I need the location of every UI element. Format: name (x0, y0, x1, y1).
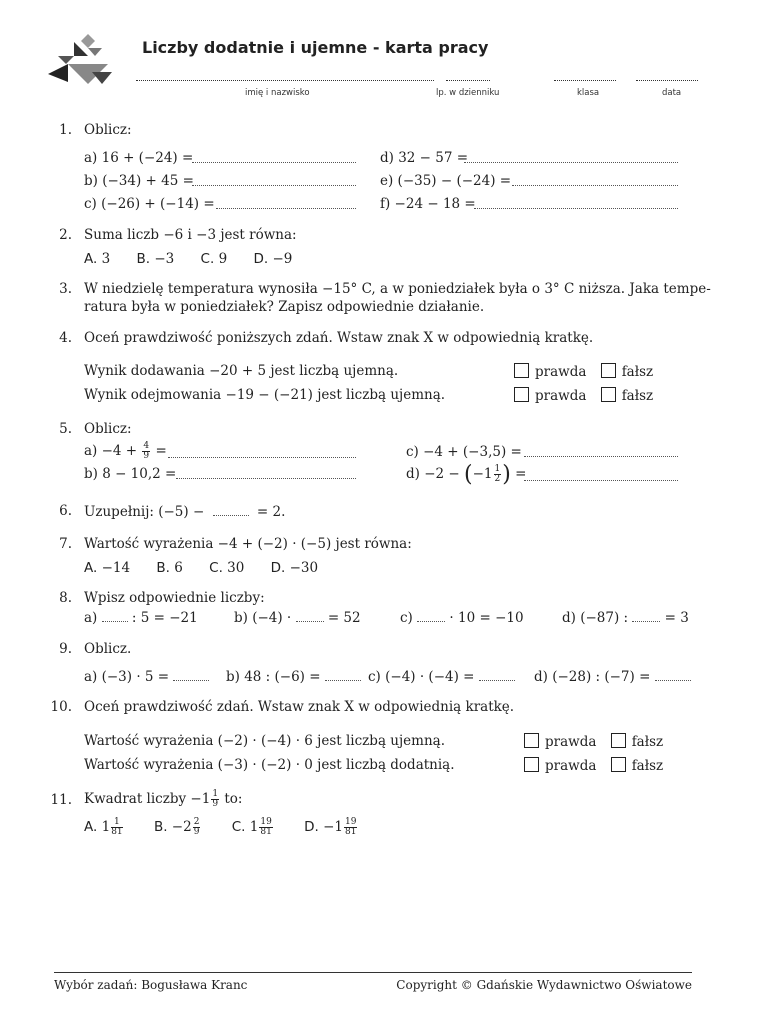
q1-c: c) (−26) + (−14) = (84, 196, 215, 212)
q8-a: a) : 5 = −21 (84, 610, 198, 626)
q11-text: Kwadrat liczby −1 $\frac{1}{9}$ to: (84, 789, 243, 809)
q3-number: 3. (59, 281, 72, 297)
q4-s1-options: prawda fałsz (514, 363, 653, 380)
q10-s1-options: prawda fałsz (524, 733, 663, 750)
q10-s1-false-checkbox[interactable] (611, 733, 626, 748)
q10-s2-true-checkbox[interactable] (524, 757, 539, 772)
q10-s2-options: prawda fałsz (524, 757, 663, 774)
q9-c: c) (−4) · (−4) = (368, 668, 515, 685)
q2-options: A. 3 B. −3 C. 9 D. −9 (84, 251, 293, 267)
q1-f-answer[interactable] (474, 196, 678, 209)
q9-a: a) (−3) · 5 = (84, 668, 209, 685)
q9-c-answer[interactable] (479, 668, 515, 681)
q4-number: 4. (59, 330, 72, 346)
q5-d-answer[interactable] (524, 468, 678, 481)
q2-text: Suma liczb −6 i −3 jest równa: (84, 227, 297, 243)
q5-b: b) 8 − 10,2 = (84, 466, 177, 482)
q1-f: f) −24 − 18 = (380, 196, 476, 212)
q2-number: 2. (59, 227, 72, 243)
q1-a-answer[interactable] (192, 150, 356, 163)
q1-d-answer[interactable] (464, 150, 678, 163)
q9-b: b) 48 : (−6) = (226, 668, 361, 685)
q1-e: e) (−35) − (−24) = (380, 173, 512, 189)
q5-b-answer[interactable] (176, 466, 356, 479)
q1-e-answer[interactable] (512, 173, 678, 186)
q5-text: Oblicz: (84, 421, 132, 437)
q1-a: a) 16 + (−24) = (84, 150, 194, 166)
q8-d: d) (−87) : = 3 (562, 610, 689, 626)
q5-a: a) −4 + $\frac{4}{9}$ = (84, 441, 167, 461)
q10-statement-1: Wartość wyrażenia (−2) · (−4) · 6 jest liczbą ujemną. (84, 733, 445, 749)
q9-b-answer[interactable] (325, 668, 361, 681)
q1-b: b) (−34) + 45 = (84, 173, 194, 189)
q8-c-answer[interactable] (417, 609, 445, 622)
q10-s2-false-checkbox[interactable] (611, 757, 626, 772)
q7-options: A. −14 B. 6 C. 30 D. −30 (84, 560, 319, 576)
q1-text: Oblicz: (84, 122, 132, 138)
q6-number: 6. (59, 503, 72, 519)
name-field-label: imię i nazwisko (245, 88, 310, 98)
q9-a-answer[interactable] (173, 668, 209, 681)
q10-text: Oceń prawdziwość zdań. Wstaw znak X w odpowiednią kratkę. (84, 699, 515, 715)
q10-statement-2: Wartość wyrażenia (−3) · (−2) · 0 jest liczbą dodatnią. (84, 757, 455, 773)
q4-statement-1: Wynik dodawania −20 + 5 jest liczbą ujemną. (84, 363, 399, 379)
q1-c-answer[interactable] (216, 196, 356, 209)
q4-s1-true-checkbox[interactable] (514, 363, 529, 378)
q5-c: c) −4 + (−3,5) = (406, 444, 522, 460)
q4-text: Oceń prawdziwość poniższych zdań. Wstaw znak X w odpowiednią kratkę. (84, 330, 594, 346)
q8-a-answer[interactable] (102, 609, 128, 622)
date-field-label: data (662, 88, 682, 98)
q6-text: Uzupełnij: (−5) − = 2. (84, 504, 286, 520)
class-field-label: klasa (577, 88, 600, 98)
q9-d-answer[interactable] (655, 668, 691, 681)
q7-text: Wartość wyrażenia −4 + (−2) · (−5) jest równa: (84, 536, 412, 552)
class-field[interactable] (554, 70, 616, 81)
q5-d: d) −2 − (−1 $\frac{1}{2}$ ) = (406, 462, 527, 487)
q10-number: 10. (50, 699, 72, 715)
q1-d: d) 32 − 57 = (380, 150, 469, 166)
footer-copyright: Copyright © Gdańskie Wydawnictwo Oświatowe (396, 978, 692, 992)
q9-text: Oblicz. (84, 641, 132, 657)
q8-b-answer[interactable] (296, 609, 324, 622)
q4-statement-2: Wynik odejmowania −19 − (−21) jest liczbą ujemną. (84, 387, 446, 403)
q4-s1-false-checkbox[interactable] (601, 363, 616, 378)
q1-number: 1. (59, 122, 72, 138)
lp-field-label: lp. w dzienniku (436, 88, 500, 98)
q11-options: A. 1 $\frac{1}{81}$ B. −2 $\frac{2}{9}$ C. 1 $\frac{19}{81}$ D. −1 $\frac{19}{81}$ (84, 817, 357, 837)
q5-c-answer[interactable] (524, 444, 678, 457)
q5-number: 5. (59, 421, 72, 437)
q4-s2-options: prawda fałsz (514, 387, 653, 404)
name-field[interactable] (136, 70, 434, 81)
q4-s2-true-checkbox[interactable] (514, 387, 529, 402)
q8-d-answer[interactable] (632, 609, 660, 622)
q8-text: Wpisz odpowiednie liczby: (84, 590, 265, 606)
q8-b: b) (−4) · = 52 (234, 610, 361, 626)
q9-number: 9. (59, 641, 72, 657)
page-title: Liczby dodatnie i ujemne - karta pracy (142, 38, 489, 57)
q4-s2-false-checkbox[interactable] (601, 387, 616, 402)
footer-author: Wybór zadań: Bogusława Kranc (54, 978, 248, 992)
q3-text-line2: ratura była w poniedziałek? Zapisz odpowiednie działanie. (84, 299, 485, 315)
q8-c: c) · 10 = −10 (400, 610, 524, 626)
q6-answer[interactable] (213, 503, 249, 516)
q11-number: 11. (50, 792, 72, 808)
q3-text-line1: W niedzielę temperatura wynosiła −15° C, a w poniedziałek była o 3° C niższa. Jaka tempe- (84, 281, 711, 297)
q7-number: 7. (59, 536, 72, 552)
date-field[interactable] (636, 70, 698, 81)
lp-field[interactable] (446, 70, 490, 81)
publisher-logo (48, 34, 116, 90)
footer-divider (54, 972, 692, 973)
q5-a-answer[interactable] (168, 445, 356, 458)
q8-number: 8. (59, 590, 72, 606)
q10-s1-true-checkbox[interactable] (524, 733, 539, 748)
q1-b-answer[interactable] (192, 173, 356, 186)
q9-d: d) (−28) : (−7) = (534, 668, 691, 685)
